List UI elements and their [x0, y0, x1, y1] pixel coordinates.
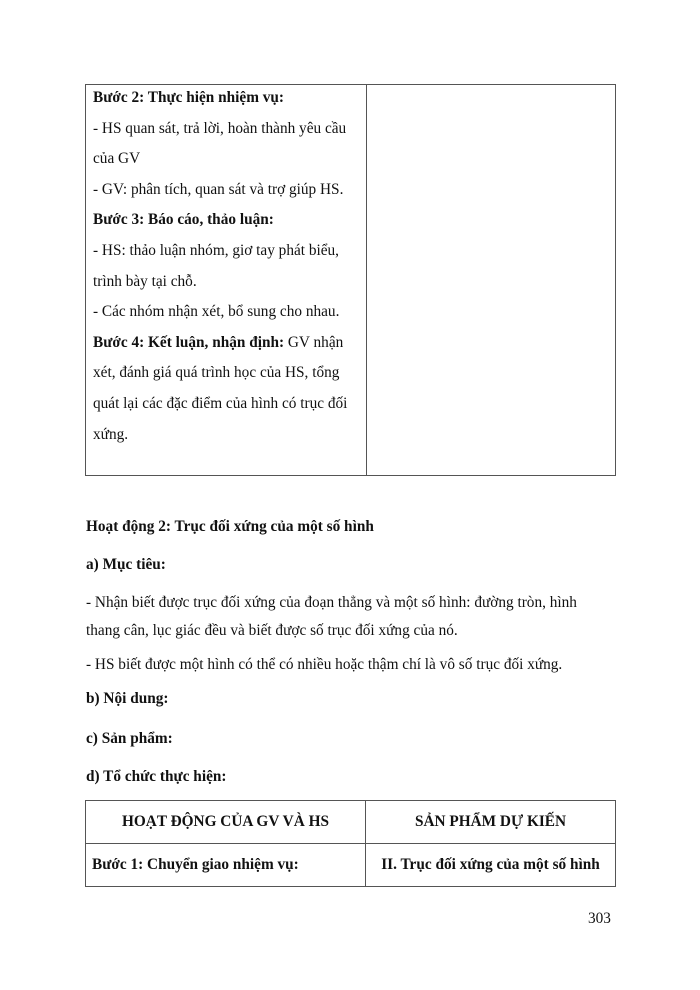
objective-line1a: - Nhận biết được trục đối xứng của đoạn thẳng và một số hình: đường tròn, hình — [86, 594, 577, 611]
organization-heading: d) Tổ chức thực hiện: — [86, 768, 227, 785]
step4-paragraph: Bước 4: Kết luận, nhận định: GV nhận xét, đánh giá quá trình học của HS, tổng quát lại các đặc điểm của hình có trục đối xứng. — [93, 333, 348, 443]
objective-heading: a) Mục tiêu: — [86, 556, 166, 573]
header-activity: HOẠT ĐỘNG CỦA GV VÀ HS — [86, 801, 366, 844]
step3-line1: - HS: thảo luận nhóm, giơ tay phát biểu, trình bày tại chỗ. — [93, 241, 340, 290]
header-expected-product: SẢN PHẨM DỰ KIẾN — [366, 801, 616, 844]
table-header-row — [86, 801, 616, 844]
section-title-cell: II. Trục đối xứng của một số hình — [366, 844, 616, 887]
step3-line2: - Các nhóm nhận xét, bổ sung cho nhau. — [93, 303, 340, 321]
product-heading: c) Sản phẩm: — [86, 730, 173, 747]
step3-title: Bước 3: Báo cáo, thảo luận: — [93, 211, 274, 229]
teacher-student-activity-cell — [86, 85, 367, 476]
step1-cell: Bước 1: Chuyển giao nhiệm vụ: — [86, 844, 366, 887]
activity-table-continued — [85, 84, 616, 476]
content-heading: b) Nội dung: — [86, 690, 169, 707]
expected-product-cell — [367, 85, 616, 476]
activity-table — [85, 800, 616, 887]
step2-title: Bước 2: Thực hiện nhiệm vụ: — [93, 89, 285, 106]
step2-line1: - HS quan sát, trả lời, hoàn thành yêu cầu của GV — [93, 119, 347, 168]
page-number: 303 — [588, 910, 611, 927]
objective-line1b: thang cân, lục giác đều và biết được số trục đối xứng của nó. — [86, 622, 458, 639]
step2-line2: - GV: phân tích, quan sát và trợ giúp HS. — [93, 180, 344, 198]
objective-line2: - HS biết được một hình có thể có nhiều hoặc thậm chí là vô số trục đối xứng. — [86, 656, 563, 673]
table-row — [86, 844, 616, 887]
activity2-title: Hoạt động 2: Trục đối xứng của một số hình — [86, 518, 374, 535]
